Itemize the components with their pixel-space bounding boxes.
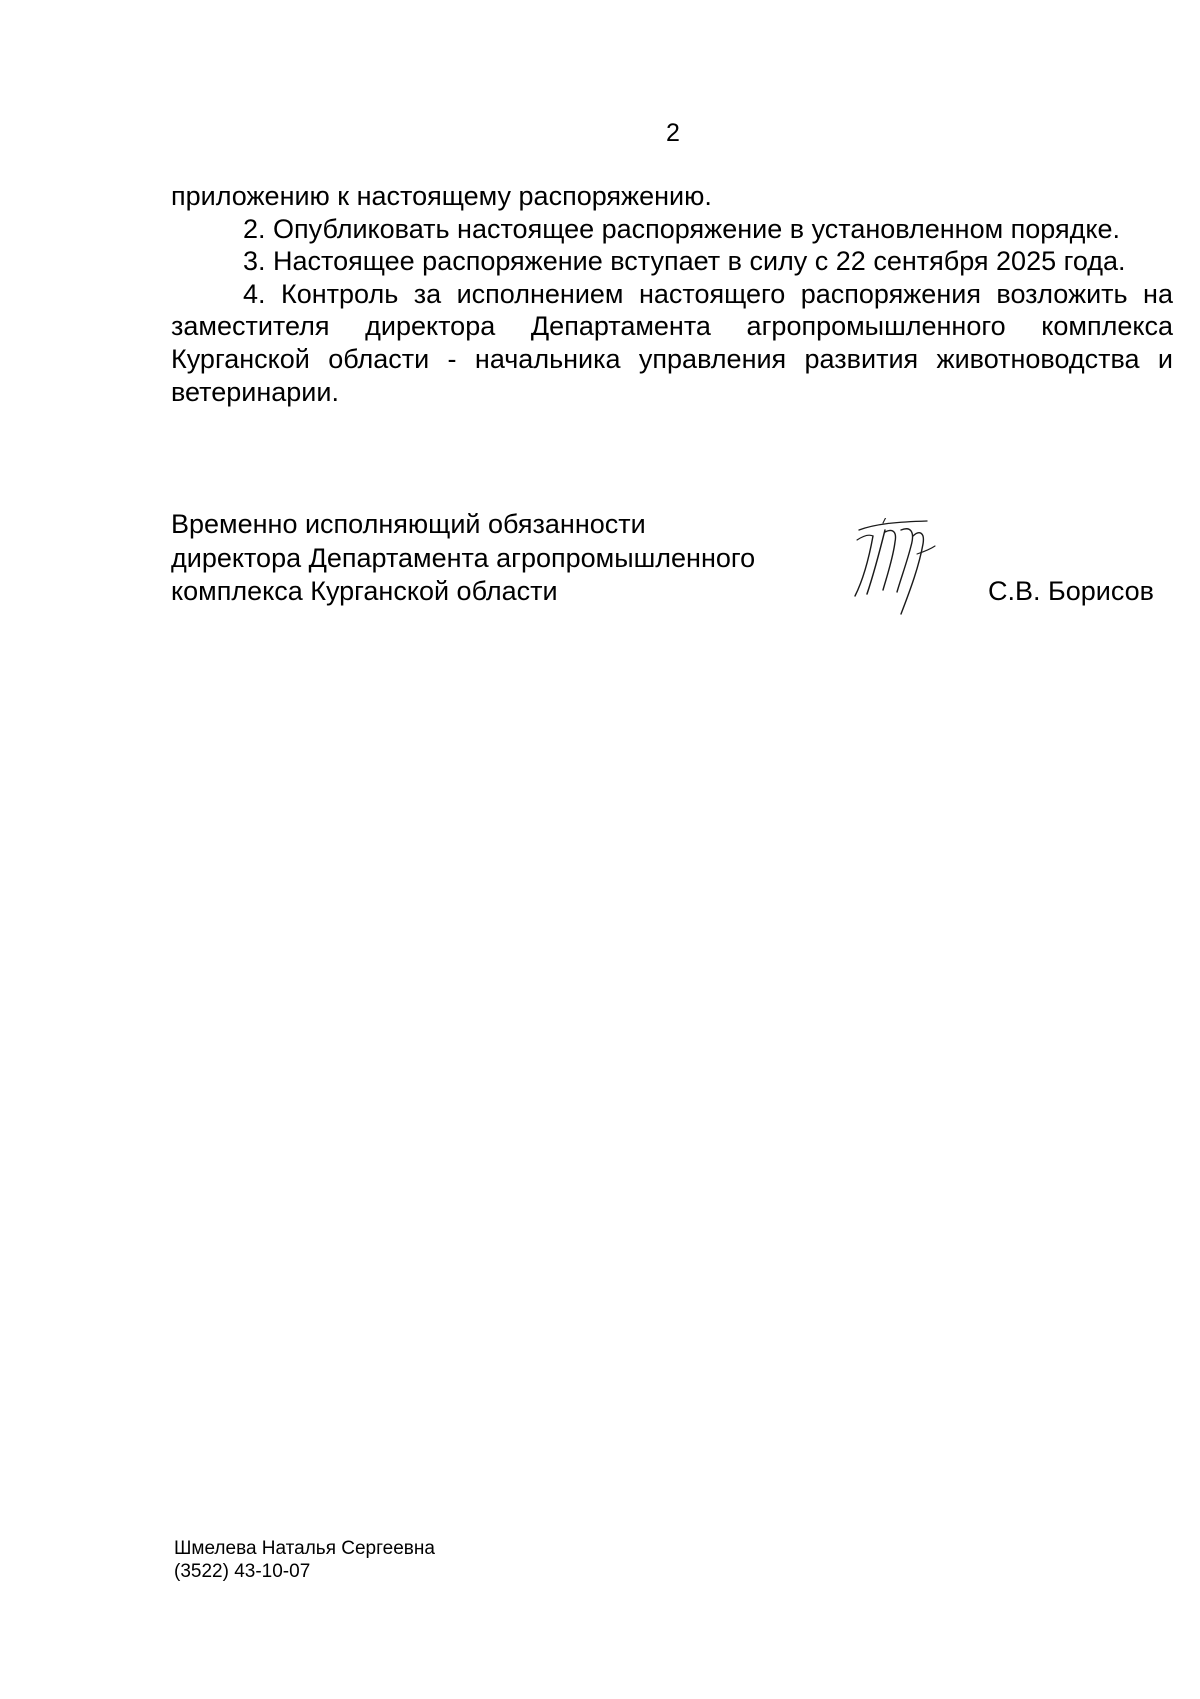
paragraph-continuation: приложению к настоящему распоряжению. <box>171 181 712 211</box>
executor-info <box>174 1537 435 1583</box>
signatory-title-line: Временно исполняющий обязанности <box>171 509 646 539</box>
signatory-title <box>171 508 811 609</box>
paragraph-item-4: 4. Контроль за исполнением настоящего распоряжения возложить на заместителя директора Департамента агропромышленного комплекса Курганской области - начальника управления развития животноводства и ветеринарии. <box>171 278 1173 407</box>
document-body <box>171 180 1173 408</box>
executor-name: Шмелева Наталья Сергеевна <box>174 1538 435 1559</box>
paragraph-item-2: 2. Опубликовать настоящее распоряжение в установленном порядке. <box>243 213 1121 244</box>
paragraph-item-3: 3. Настоящее распоряжение вступает в силу с 22 сентября 2025 года. <box>243 246 1126 277</box>
executor-phone: (3522) 43-10-07 <box>174 1561 311 1582</box>
page-number: 2 <box>666 119 680 147</box>
signatory-title-line: директора Департамента агропромышленного <box>171 542 756 573</box>
signatory-title-line: комплекса Курганской области <box>171 576 558 606</box>
handwritten-signature <box>853 518 953 622</box>
signer-name: С.В. Борисов <box>988 576 1155 606</box>
